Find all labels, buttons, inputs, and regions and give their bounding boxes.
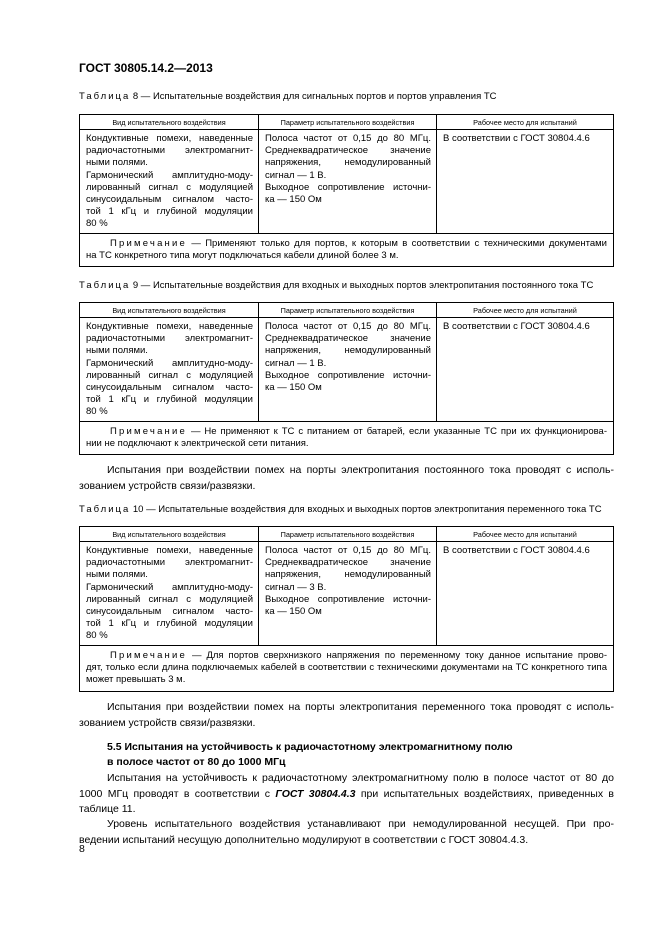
note-text-rest: на ТС конкретного типа могут подключаться кабели длиной более 3 м. [86,249,399,261]
section-heading-line: 5.5 Испытания на устойчивость к радиочастотному электромагнитному полю [107,741,513,753]
page-number: 8 [79,843,85,855]
cell-line: ка — 150 Ом [265,606,322,618]
cell-line: 80 % [86,218,108,230]
note-first-line [86,426,607,438]
paragraph-line: ведении испытаний несущую дополнительно модулируют в соответствии с ГОСТ 30804.4.3. [79,833,529,846]
column-header: Параметр испытательного воздействия [259,527,437,542]
table-title: 9 — Испытательные воздействия для входных и выходных портов электропитания постоянного тока ТС [130,280,594,291]
column-header: Вид испытательного воздействия [80,115,259,130]
table-title: 10 — Испытательные воздействия для входных и выходных портов электропитания переменного тока ТС [130,504,602,515]
paragraph-dc-ports [79,463,614,494]
table-cell [80,542,259,646]
table-label: Таблица [79,280,131,291]
cell-line: сигнал — 3 В. [265,581,327,593]
paragraph-line: Испытания на устойчивость к радиочастотному электромагнитному полю в полосе частот от 80 до [107,772,614,784]
cell-line: Кондуктивные помехи, наведенные [86,133,253,144]
note-label: Примечание [110,237,187,249]
column-header: Параметр испытательного воздействия [259,115,437,130]
table-8 [79,114,614,267]
cell-line: напряжения, немодулированный [265,157,431,169]
table-header-row [80,527,614,542]
cell-line: Среднеквадратическое значение [265,557,431,569]
column-header: Рабочее место для испытаний [437,303,614,318]
note-first-line [86,238,607,250]
cell-line: лированный сигнал с модуляцией [86,369,253,381]
cell-line: сигнал — 1 В. [265,169,327,181]
cell-line: 80 % [86,630,108,642]
paragraph-line: зованием устройств связи/развязки. [79,479,256,492]
document-title: ГОСТ 30805.14.2—2013 [79,61,213,75]
table-row [80,318,614,422]
paragraph-line: Испытания при воздействии помех на порты электропитания переменного тока проводят с исполь- [107,701,614,713]
table-note-row [80,421,614,454]
note-text: — Для портов сверхнизкого напряжения по переменному току данное испытание прово- [187,650,607,661]
table-cell: В соответствии с ГОСТ 30804.4.6 [437,542,614,646]
table-label: Таблица [79,504,131,515]
cell-line: той 1 кГц и глубиной модуляции [86,394,253,406]
paragraph-ac-ports [79,700,614,731]
section-heading-line: в полосе частот от 80 до 1000 МГц [107,755,286,768]
table-header-row [80,303,614,318]
table-9 [79,302,614,455]
paragraph-5-5-b [79,817,614,848]
table-10-caption [79,504,602,515]
paragraph-line: Уровень испытательного воздействия устанавливают при немодулированной несущей. При про- [107,818,614,830]
table-header-row [80,115,614,130]
cell-line: ными полями. [86,157,148,169]
cell-line: радиочастотными электромагнит- [86,333,253,345]
note-label: Примечание [110,650,187,661]
table-title: 8 — Испытательные воздействия для сигнальных портов и портов управления ТС [130,91,497,102]
note-text: — Не применяют к ТС с питанием от батарей, если указанные ТС при их функционирова- [187,425,607,437]
cell-line: Выходное сопротивление источни- [265,369,431,381]
cell-line: лированный сигнал с модуляцией [86,593,253,605]
paragraph-line: таблице 11. [79,803,136,815]
note-label: Примечание [110,425,187,437]
paragraph-text: при испытательных воздействиях, приведенных в [355,787,614,800]
table-cell [259,130,437,234]
cell-line: 80 % [86,406,108,418]
cell-line: Выходное сопротивление источни- [265,593,431,605]
note-first-line [86,650,607,662]
cell-line: той 1 кГц и глубиной модуляции [86,618,253,630]
table-8-caption [79,91,497,102]
column-header: Вид испытательного воздействия [80,527,259,542]
cell-line: ными полями. [86,569,148,581]
cell-line: Полоса частот от 0,15 до 80 МГц. [265,545,431,556]
paragraph-line [79,787,614,803]
cell-line: Полоса частот от 0,15 до 80 МГц. [265,321,431,332]
table-cell [259,318,437,422]
standard-reference-link[interactable]: ГОСТ 30804.4.3 [275,787,356,800]
note-text-rest: дят, только если длина подключаемых кабелей в соответствии с техническими документами на ТС конкретного типа может превышать 3 м. [86,662,607,686]
cell-line: ными полями. [86,345,148,357]
cell-line: Выходное сопротивление источни- [265,181,431,193]
note-text-rest: нии не подключают к электрической сети питания. [86,437,309,449]
cell-line: Гармонический амплитудно-моду- [86,169,253,181]
table-cell [80,130,259,234]
cell-line: Кондуктивные помехи, наведенные [86,545,253,556]
paragraph-5-5-a [79,771,614,818]
cell-line: Среднеквадратическое значение [265,333,431,345]
table-cell: В соответствии с ГОСТ 30804.4.6 [437,318,614,422]
column-header: Рабочее место для испытаний [437,527,614,542]
cell-line: синусоидальным сигналом часто- [86,606,253,618]
column-header: Вид испытательного воздействия [80,303,259,318]
cell-line: синусоидальным сигналом часто- [86,194,253,206]
column-header: Рабочее место для испытаний [437,115,614,130]
table-label: Таблица [79,91,131,102]
cell-line: Полоса частот от 0,15 до 80 МГц. [265,133,431,144]
table-note-row [80,646,614,692]
table-row [80,542,614,646]
table-cell [80,318,259,422]
paragraph-text: 1000 МГц проводят в соответствии с [79,787,276,800]
cell-line: радиочастотными электромагнит- [86,145,253,157]
cell-line: Кондуктивные помехи, наведенные [86,321,253,332]
table-cell: В соответствии с ГОСТ 30804.4.6 [437,130,614,234]
table-10 [79,526,614,692]
cell-line: радиочастотными электромагнит- [86,557,253,569]
cell-line: синусоидальным сигналом часто- [86,382,253,394]
column-header: Параметр испытательного воздействия [259,303,437,318]
cell-line: лированный сигнал с модуляцией [86,181,253,193]
cell-line: напряжения, немодулированный [265,345,431,357]
note-text: — Применяют только для портов, к которым в соответствии с техническими документами [187,237,607,249]
table-note-row [80,233,614,266]
cell-line: ка — 150 Ом [265,382,322,394]
cell-line: ка — 150 Ом [265,194,322,206]
paragraph-line: Испытания при воздействии помех на порты электропитания постоянного тока проводят с исполь- [107,464,614,476]
cell-line: Гармонический амплитудно-моду- [86,581,253,593]
table-9-caption [79,280,593,291]
cell-line: Гармонический амплитудно-моду- [86,357,253,369]
table-note [80,646,614,692]
cell-line: сигнал — 1 В. [265,357,327,369]
paragraph-line: зованием устройств связи/развязки. [79,716,256,729]
cell-line: напряжения, немодулированный [265,569,431,581]
cell-line: Среднеквадратическое значение [265,145,431,157]
cell-line: той 1 кГц и глубиной модуляции [86,206,253,218]
table-note [80,421,614,454]
table-note [80,233,614,266]
section-heading-5-5 [107,740,513,769]
table-row [80,130,614,234]
table-cell [259,542,437,646]
